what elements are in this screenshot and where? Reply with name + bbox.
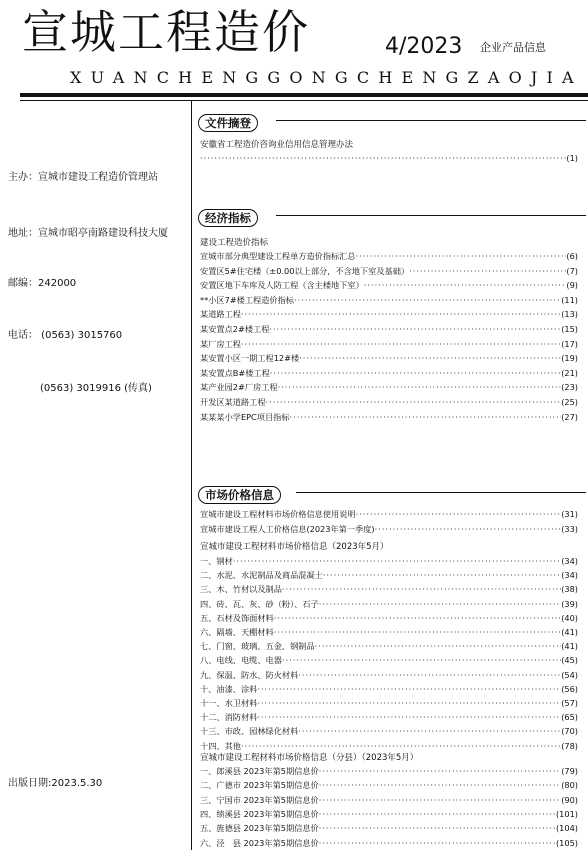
toc-title: 某安置小区一期工程12#楼 — [200, 353, 300, 364]
toc-item — [200, 396, 578, 409]
dot-leader — [323, 569, 561, 582]
toc-page: (34) — [561, 570, 578, 581]
toc-item — [200, 523, 578, 536]
section-document-excerpts — [198, 112, 258, 132]
dot-leader — [269, 323, 561, 336]
phone-info: 电话： (0563) 3015760 — [8, 330, 123, 341]
magazine-subtitle: 企业产品信息 — [480, 41, 546, 54]
subsection-heading: 宣城市建设工程材料市场价格信息（分县）（2023年5月） — [200, 753, 419, 763]
section-label: 市场价格信息 — [198, 486, 281, 504]
dot-leader — [319, 808, 556, 821]
toc-page: (25) — [561, 397, 578, 407]
toc-title: 二、水泥、水泥制品及商品混凝土 — [200, 570, 323, 581]
issue-number: 4/2023 — [385, 34, 463, 59]
column-divider — [191, 101, 192, 850]
toc-title: 宣城市建设工程材料市场价格信息使用说明 — [200, 509, 356, 519]
toc-title: 七、门窗、玻璃、五金、钢制品 — [200, 641, 315, 652]
toc-page: (40) — [561, 612, 578, 623]
toc-title: 三、宁国市 2023年第5期信息价 — [200, 794, 319, 805]
dot-leader — [241, 308, 561, 321]
dot-leader — [356, 250, 567, 263]
toc-title: 六、隔墙、天棚材料 — [200, 627, 274, 637]
toc-item — [200, 822, 578, 835]
toc-item — [200, 808, 578, 821]
toc-title: 六、泾 县 2023年第5期信息价 — [200, 837, 319, 848]
toc-item — [200, 612, 578, 625]
header-rule-thin — [20, 100, 588, 101]
toc-title: 十二、消防材料 — [200, 712, 258, 723]
toc-item-leader — [200, 152, 578, 165]
dot-leader — [315, 640, 562, 653]
dot-leader — [356, 508, 562, 521]
toc-item — [200, 338, 578, 351]
toc-page: (45) — [561, 655, 578, 666]
toc-page: (15) — [561, 324, 578, 334]
toc-title: 某某某小学EPC项目指标 — [200, 411, 290, 422]
postcode-info: 邮编：242000 — [8, 278, 77, 289]
toc-item — [200, 598, 578, 611]
toc-title: 三、木、竹材以及制品 — [200, 584, 282, 595]
dot-leader — [299, 352, 561, 365]
toc-title: 一、郎溪县 2023年第5期信息价 — [200, 766, 319, 776]
toc-title: 十三、市政、园林绿化材料 — [200, 726, 299, 737]
title-pinyin: XUANCHENGGONGCHENGZAOJIA — [70, 68, 583, 87]
toc-item — [200, 250, 578, 263]
section-label: 经济指标 — [198, 209, 258, 227]
magazine-title: 宣城工程造价 — [22, 5, 310, 59]
toc-title: 十四、其他 — [200, 740, 241, 751]
toc-page: (33) — [561, 524, 578, 534]
toc-title: 四、砖、瓦、灰、砂（粉）、石子 — [200, 598, 319, 609]
dot-leader — [282, 583, 561, 596]
toc-page: (54) — [561, 669, 578, 680]
toc-item — [200, 323, 578, 336]
dot-leader — [319, 822, 556, 835]
toc-item — [200, 640, 578, 653]
section-rule — [296, 492, 586, 493]
subsection-heading: 宣城市建设工程材料市场价格信息（2023年5月） — [200, 542, 389, 552]
dot-leader — [278, 381, 562, 394]
toc-page: (80) — [561, 780, 578, 791]
toc-page: (27) — [561, 411, 578, 422]
toc-page: (104) — [555, 823, 578, 834]
toc-item — [200, 367, 578, 380]
toc-page: (17) — [561, 338, 578, 349]
fax-info: (0563) 3019916 (传真) — [40, 383, 152, 394]
toc-item — [200, 279, 578, 292]
toc-page: (70) — [561, 726, 578, 737]
dot-leader — [298, 669, 561, 682]
toc-title: 安置区5#住宅楼（±0.00以上部分，不含地下室及基础） — [200, 265, 410, 276]
dot-leader — [319, 779, 561, 792]
toc-item — [200, 794, 578, 807]
address-info: 地址：宣城市昭亭南路建设科技大厦 — [8, 228, 168, 239]
toc-item — [200, 569, 578, 582]
toc-item — [200, 294, 578, 307]
toc-title: 开发区某道路工程 — [200, 397, 266, 407]
toc-item — [200, 669, 578, 682]
toc-item — [200, 555, 578, 568]
toc-page: (39) — [561, 598, 578, 609]
toc-item — [200, 837, 578, 850]
dot-leader — [274, 626, 561, 639]
toc-page: (65) — [561, 712, 578, 723]
toc-title: 十一、水卫材料 — [200, 698, 258, 708]
toc-item — [200, 626, 578, 639]
toc-title: 某厂房工程 — [200, 338, 241, 349]
toc-title: 某安置点B#楼工程 — [200, 367, 270, 378]
dot-leader — [294, 294, 561, 307]
header-rule-thick — [20, 93, 588, 97]
dot-leader — [290, 411, 562, 424]
dot-leader — [319, 837, 556, 850]
dot-leader — [319, 598, 561, 611]
toc-item — [200, 583, 578, 596]
section-rule — [276, 215, 586, 216]
toc-page: (57) — [561, 698, 578, 708]
dot-leader — [233, 555, 561, 568]
toc-page: (23) — [561, 382, 578, 393]
dot-leader — [241, 338, 561, 351]
dot-leader — [298, 725, 561, 738]
toc-title: 五、石材及饰面材料 — [200, 612, 274, 623]
toc-page: (41) — [561, 627, 578, 637]
toc-page: (9) — [566, 280, 578, 291]
section-label: 文件摘登 — [198, 114, 258, 132]
toc-page: (90) — [561, 794, 578, 805]
toc-page: (34) — [561, 556, 578, 566]
dot-leader — [266, 396, 562, 409]
toc-item — [200, 265, 578, 278]
dot-leader — [257, 711, 561, 724]
dot-leader — [274, 612, 561, 625]
toc-item — [200, 683, 578, 696]
toc-item — [200, 779, 578, 792]
toc-page: (101) — [555, 808, 578, 819]
toc-page: (1) — [566, 153, 578, 163]
dot-leader — [257, 683, 561, 696]
toc-title: 四、绩溪县 2023年第5期信息价 — [200, 808, 319, 819]
toc-item — [200, 508, 578, 521]
dot-leader — [282, 654, 561, 667]
toc-title: 十、油漆、涂料 — [200, 683, 258, 694]
toc-title: 某道路工程 — [200, 309, 241, 320]
toc-title: 二、广德市 2023年第5期信息价 — [200, 780, 319, 791]
toc-page: (41) — [561, 641, 578, 652]
toc-item — [200, 411, 578, 424]
toc-item — [200, 697, 578, 710]
toc-title: 某产业园2#厂房工程 — [200, 382, 278, 393]
toc-title: 宣城市建设工程人工价格信息(2023年第一季度) — [200, 524, 375, 534]
toc-title: 五、旌德县 2023年第5期信息价 — [200, 823, 319, 834]
dot-leader — [200, 152, 566, 165]
toc-title: **小区7#楼工程造价指标 — [200, 294, 294, 305]
toc-item — [200, 725, 578, 738]
dot-leader — [257, 697, 561, 710]
toc-title: 九、保温、防水、防火材料 — [200, 669, 299, 680]
dot-leader — [375, 523, 562, 536]
toc-page: (105) — [555, 837, 578, 848]
toc-title: 安置区地下车库及人防工程（含主楼地下室） — [200, 280, 364, 291]
publish-date: 出版日期:2023.5.30 — [8, 778, 103, 789]
section-economic-indicators — [198, 207, 258, 227]
toc-page: (56) — [561, 683, 578, 694]
toc-item — [200, 765, 578, 778]
toc-item — [200, 308, 578, 321]
section-rule — [276, 120, 586, 121]
toc-title: 八、电线、电缆、电器 — [200, 655, 282, 666]
toc-item — [200, 654, 578, 667]
toc-page: (38) — [561, 584, 578, 595]
toc-page: (7) — [566, 265, 578, 276]
toc-title: 某安置点2#楼工程 — [200, 324, 270, 334]
toc-page: (19) — [561, 353, 578, 364]
toc-page: (6) — [566, 251, 578, 261]
toc-item — [200, 711, 578, 724]
toc-item — [200, 352, 578, 365]
toc-page: (79) — [561, 766, 578, 776]
subsection-heading: 建设工程造价指标 — [200, 238, 269, 248]
toc-title: 一、钢材 — [200, 556, 233, 566]
dot-leader — [319, 794, 561, 807]
dot-leader — [409, 265, 566, 278]
dot-leader — [364, 279, 567, 292]
toc-title: 宣城市部分典型建设工程单方造价指标汇总 — [200, 251, 356, 261]
dot-leader — [270, 367, 561, 380]
toc-item-text: 安徽省工程造价咨询业信用信息管理办法 — [200, 140, 354, 150]
sponsor-info: 主办：宣城市建设工程造价管理站 — [8, 172, 158, 183]
toc-page: (78) — [561, 740, 578, 751]
dot-leader — [319, 765, 561, 778]
toc-page: (21) — [561, 367, 578, 378]
toc-page: (13) — [561, 309, 578, 320]
toc-page: (11) — [561, 294, 578, 305]
toc-item — [200, 381, 578, 394]
toc-page: (31) — [561, 509, 578, 519]
section-market-prices — [198, 484, 281, 504]
